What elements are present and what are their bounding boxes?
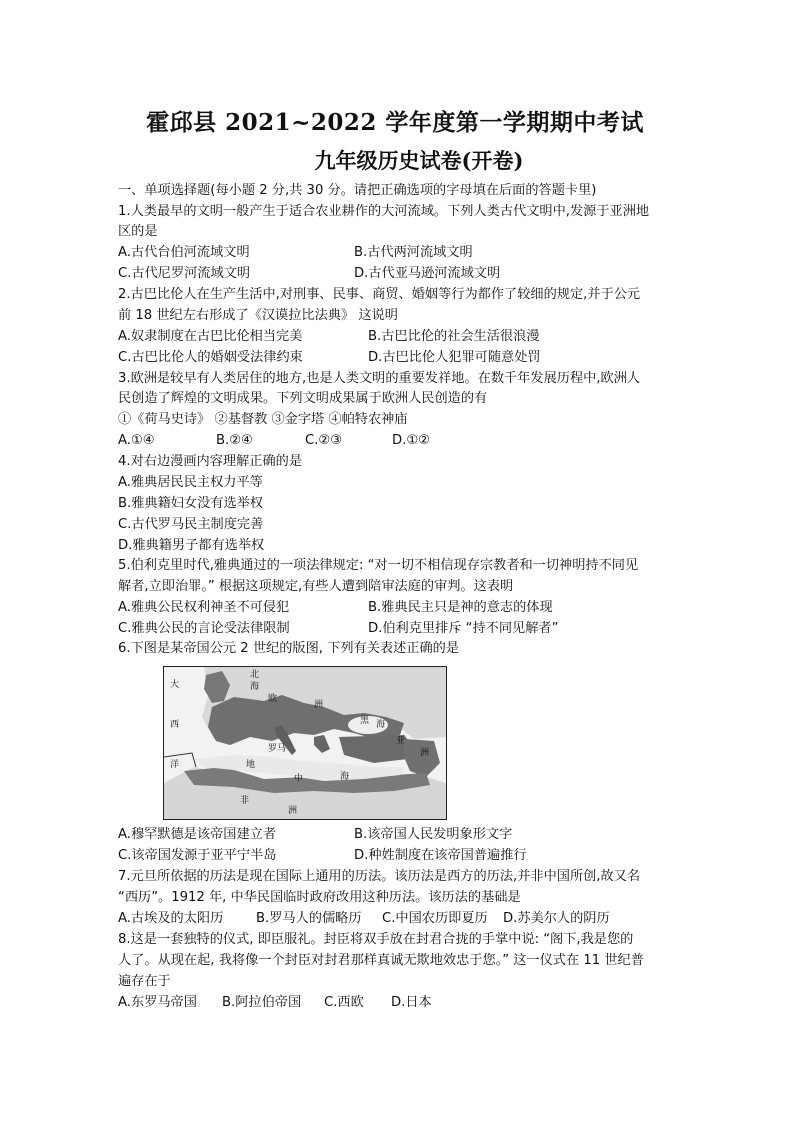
map-label: 地: [246, 760, 256, 770]
question-1-stem-cont: 区的是: [118, 224, 158, 239]
question-7-stem: 7.元旦所依据的历法是现在国际上通用的历法。该历法是西方的历法,并非中国所创,故又名: [118, 869, 641, 884]
question-5-stem: 5.伯利克里时代,雅典通过的一项法律规定: “对一切不相信现存宗教者和一切神明持不同见: [118, 558, 639, 573]
map-label: 非: [240, 796, 250, 806]
question-3-stem: 3.欧洲是较早有人类居住的地方,也是人类文明的重要发祥地。在数千年发展历程中,欧洲人: [118, 371, 641, 386]
section-heading: 一、单项选择题(每小题 2 分,共 30 分。请把正确选项的字母填在后面的答题卡里): [118, 183, 597, 198]
map-label: 欧: [268, 694, 278, 704]
question-3-items: ①《荷马史诗》 ②基督教 ③金字塔 ④帕特农神庙: [118, 412, 408, 427]
roman-empire-map: [163, 666, 447, 820]
map-label: 洲: [420, 748, 430, 758]
map-label: 洲: [314, 700, 324, 710]
question-7-option-b: B.罗马人的儒略历: [256, 911, 362, 926]
question-8-stem-cont: 人了。从现在起, 我将像一个封臣对封君那样真诚无欺地效忠于您。” 这一仪式在 11 世纪普: [118, 953, 644, 968]
map-label: 亚: [396, 736, 406, 746]
question-7-option-a: A.古埃及的太阳历: [118, 911, 224, 926]
map-label: 西: [170, 720, 180, 730]
map-label: 罗马: [268, 744, 287, 754]
map-label: 海: [340, 772, 350, 782]
question-3-option-b: B.②④: [216, 433, 253, 448]
question-8-option-c: C.西欧: [324, 995, 364, 1010]
map-label: 洋: [170, 760, 180, 770]
question-1-option-c: C.古代尼罗河流域文明: [118, 266, 251, 281]
map-label: 海: [250, 682, 260, 692]
question-3-option-d: D.①②: [392, 433, 430, 448]
question-2-stem-cont: 前 18 世纪左右形成了《汉谟拉比法典》 这说明: [118, 308, 398, 323]
question-8-option-a: A.东罗马帝国: [118, 995, 197, 1010]
question-4-option-b: B.雅典籍妇女没有选举权: [118, 496, 264, 511]
map-label: 中: [294, 774, 304, 784]
question-8-stem: 8.这是一套独特的仪式, 即臣服礼。封臣将双手放在封君合拢的手掌中说: “阁下,我是您的: [118, 932, 634, 947]
question-2-option-d: D.古巴比伦人犯罪可随意处罚: [368, 350, 541, 365]
question-6-option-d: D.种姓制度在该帝国普遍推行: [354, 848, 527, 863]
question-2-option-b: B.古巴比伦的社会生活很浪漫: [368, 329, 540, 344]
question-5-option-a: A.雅典公民权利神圣不可侵犯: [118, 600, 290, 615]
exam-subtitle: 九年级历史试卷(开卷): [314, 148, 524, 173]
question-1-option-b: B.古代两河流域文明: [354, 245, 473, 260]
question-6-option-c: C.该帝国发源于亚平宁半岛: [118, 848, 277, 863]
question-5-option-d: D.伯利克里排斥 “持不同见解者”: [368, 621, 559, 636]
map-label: 洲: [288, 806, 298, 816]
question-5-option-b: B.雅典民主只是神的意志的体现: [368, 600, 553, 615]
map-svg: [164, 667, 446, 819]
exam-title: 霍邱县 2021~2022 学年度第一学期期中考试: [146, 109, 644, 136]
question-3-stem-cont: 民创造了辉煌的文明成果。下列文明成果属于欧洲人民创造的有: [118, 391, 488, 406]
question-7-option-c: C.中国农历即夏历: [382, 911, 488, 926]
question-6-option-b: B.该帝国人民发明象形文字: [354, 827, 513, 842]
question-5-stem-cont: 解者,立即治罪。” 根据这项规定,有些人遭到陪审法庭的审判。这表明: [118, 579, 514, 594]
question-7-stem-cont: “西历”。1912 年, 中华民国临时政府改用这种历法。该历法的基础是: [118, 890, 521, 905]
question-4-option-a: A.雅典居民民主权力平等: [118, 475, 263, 490]
question-8-option-b: B.阿拉伯帝国: [222, 995, 302, 1010]
question-7-option-d: D.苏美尔人的阴历: [503, 911, 610, 926]
question-4-option-c: C.古代罗马民主制度完善: [118, 517, 264, 532]
question-3-option-c: C.②③: [305, 433, 343, 448]
question-2-stem: 2.古巴比伦人在生产生活中,对刑事、民事、商贸、婚姻等行为都作了较细的规定,并于公元: [118, 287, 641, 302]
map-label: 大: [170, 680, 180, 690]
question-2-option-a: A.奴隶制度在古巴比伦相当完美: [118, 329, 303, 344]
question-2-option-c: C.古巴比伦人的婚姻受法律约束: [118, 350, 303, 365]
map-label: 黑: [360, 716, 370, 726]
question-1-stem: 1.人类最早的文明一般产生于适合农业耕作的大河流域。下列人类古代文明中,发源于亚洲地: [118, 204, 650, 219]
map-label: 北: [250, 670, 260, 680]
question-1-option-a: A.古代台伯河流域文明: [118, 245, 250, 260]
question-3-option-a: A.①④: [118, 433, 155, 448]
question-8-option-d: D.日本: [391, 995, 432, 1010]
question-5-option-c: C.雅典公民的言论受法律限制: [118, 621, 290, 636]
question-6-option-a: A.穆罕默德是该帝国建立者: [118, 827, 277, 842]
question-6-stem: 6.下图是某帝国公元 2 世纪的版图, 下列有关表述正确的是: [118, 641, 460, 656]
question-4-stem: 4.对右边漫画内容理解正确的是: [118, 454, 303, 469]
question-8-stem-cont2: 遍存在于: [118, 974, 171, 989]
map-label: 海: [376, 720, 386, 730]
question-1-option-d: D.古代亚马逊河流域文明: [354, 266, 501, 281]
question-4-option-d: D.雅典籍男子都有选举权: [118, 538, 265, 553]
